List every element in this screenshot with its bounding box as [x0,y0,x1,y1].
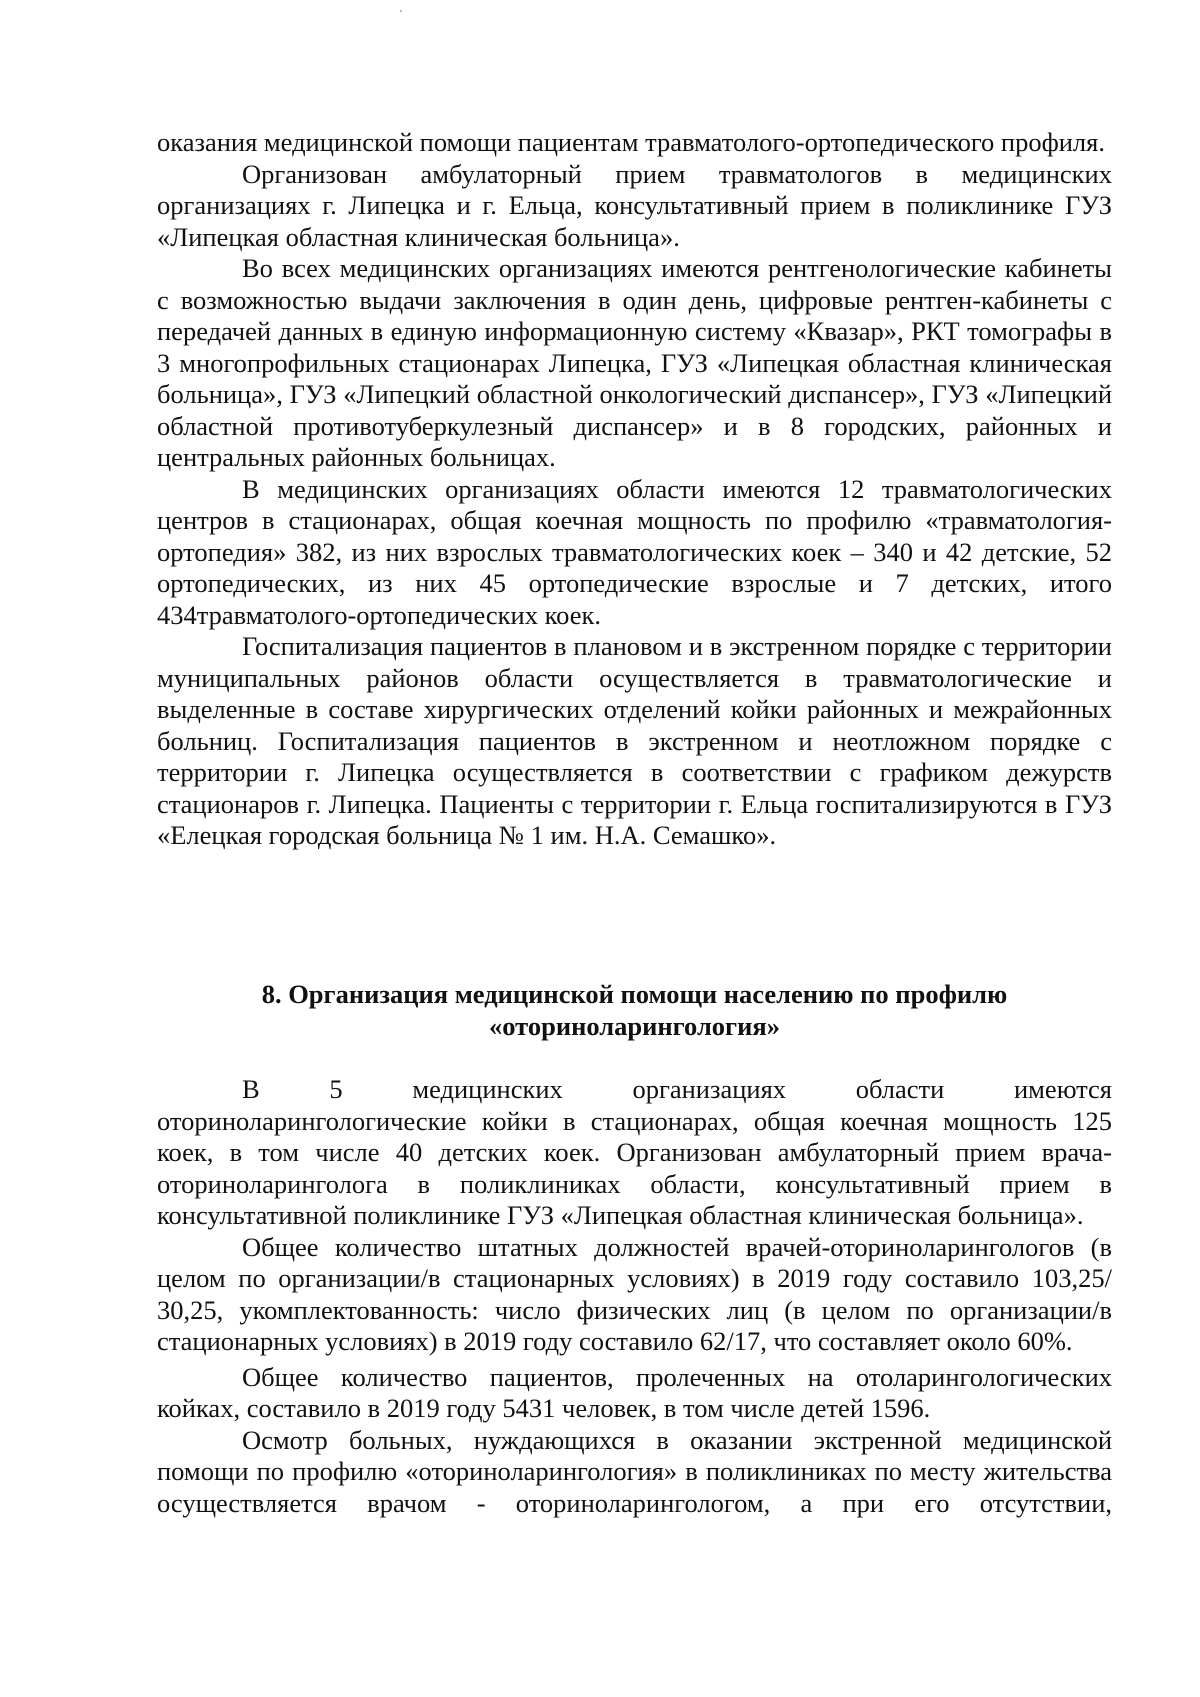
paragraph: Осмотр больных, нуждающихся в оказании экстренной медицинской помощи по профилю «оториноларингология» в поликлиниках по месту жительства осуществляется врачом - оториноларингологом, а при его отсутствии, [157,1424,1112,1518]
section-7-continuation [157,127,1112,852]
paragraph: Общее количество пациентов, пролеченных на отоларингологических койках, составило в 2019 году 5431 человек, в том числе детей 1596. [157,1361,1112,1423]
section-8-body [157,1074,1112,1519]
paragraph: Во всех медицинских организациях имеются рентгенологические кабинеты с возможностью выдачи заключения в один день, цифровые рентген-кабинеты с передачей данных в единую информационную систему «Квазар», РКТ томографы в 3 многопрофильных стационарах Липецка, ГУЗ «Липецкая областная клиническая больница», ГУЗ «Липецкий областной онкологический диспансер», ГУЗ «Липецкий областной противотуберкулезный диспансер» и в 8 городских, районных и центральных районных больницах. [157,253,1112,472]
paragraph: В медицинских организациях области имеются 12 травматологических центров в стационарах, общая коечная мощность по профилю «травматология-ортопедия» 382, из них взрослых травматологических коек – 340 и 42 детские, 52 ортопедических, из них 45 ортопедические взрослые и 7 детских, итого 434травматолого-ортопедических коек. [157,473,1112,630]
paragraph: В 5 медицинских организациях области имеются оториноларингологические койки в стационарах, общая коечная мощность 125 коек, в том числе 40 детских коек. Организован амбулаторный прием врача-оториноларинголога в поликлиниках области, консультативный прием в консультативной поликлинике ГУЗ «Липецкая областная клиническая больница». [157,1074,1112,1230]
section-heading-line-1: 8. Организация медицинской помощи населению по профилю [261,979,1008,1009]
section-heading [157,978,1112,1042]
paragraph: Организован амбулаторный прием травматологов в медицинских организациях г. Липецка и г. Ельца, консультативный прием в поликлинике ГУЗ «Липецкая областная клиническая больница». [157,158,1112,252]
scan-speck [400,10,402,12]
paragraph: оказания медицинской помощи пациентам травматолого-ортопедического профиля. [157,127,1105,157]
paragraph: Общее количество штатных должностей врачей-оториноларингологов (в целом по организации/в стационарных условиях) в 2019 году составило 103,25/ 30,25, укомплектованность: число физических лиц (в целом по организации/в стационарных условиях) в 2019 году составило 62/17, что составляет около 60%. [157,1231,1112,1356]
paragraph: Госпитализация пациентов в плановом и в экстренном порядке с территории муниципальных районов области осуществляется в травматологические и выделенные в составе хирургических отделений койки районных и межрайонных больниц. Госпитализация пациентов в экстренном и неотложном порядке с территории г. Липецка осуществляется в соответствии с графиком дежурств стационаров г. Липецка. Пациенты с территории г. Ельца госпитализируются в ГУЗ «Елецкая городская больница № 1 им. Н.А. Семашко». [157,631,1112,850]
section-heading-line-2: «оториноларингология» [489,1011,780,1041]
